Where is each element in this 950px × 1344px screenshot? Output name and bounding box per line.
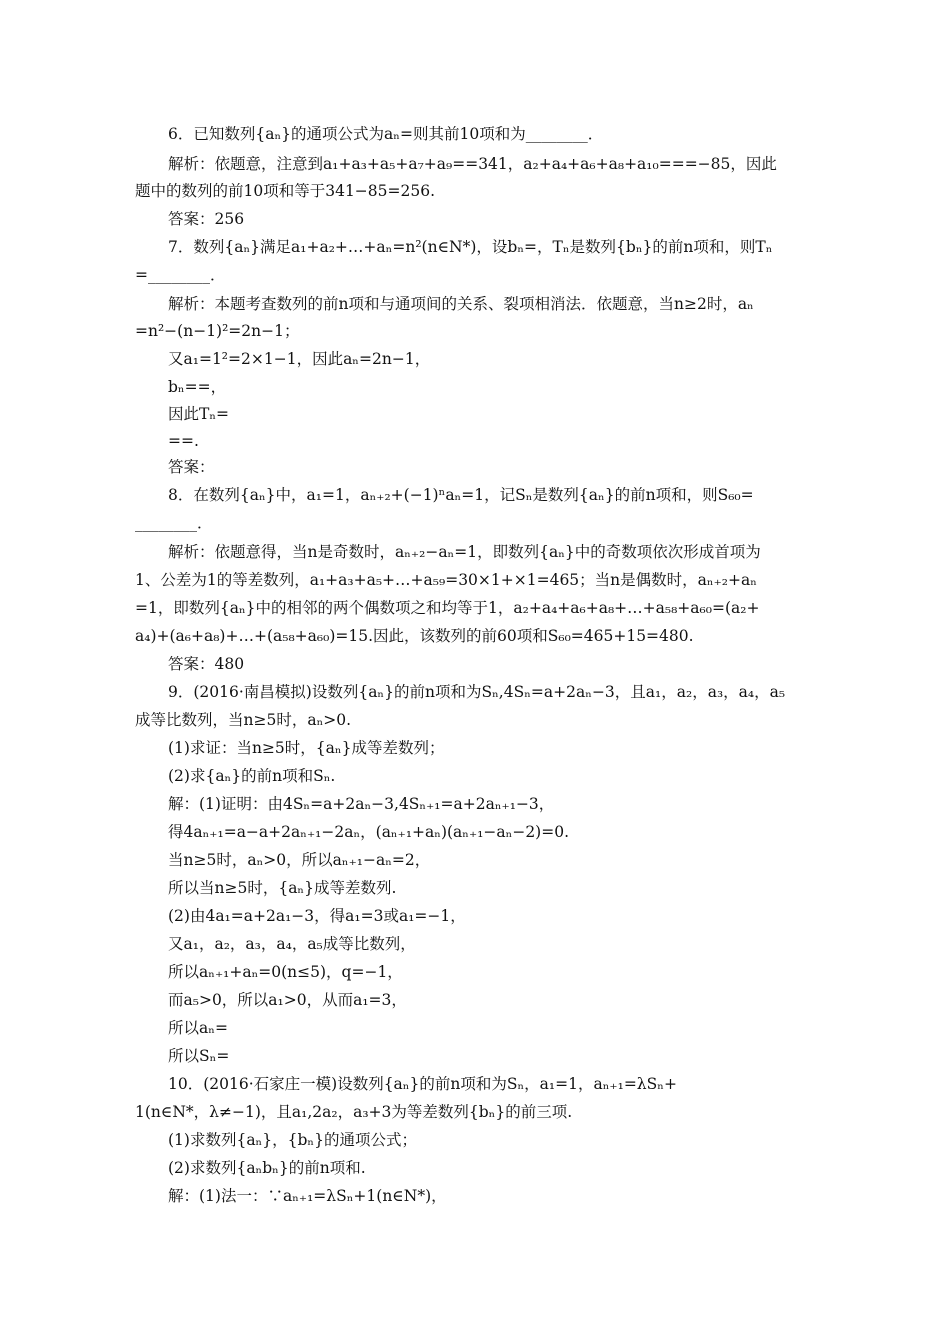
- problem-10-solution-line-1: 解：(1)法一：∵aₙ₊₁=λSₙ+1(n∈N*)，: [168, 1187, 447, 1205]
- problem-9-solution-line-6: 又a₁，a₂，a₃，a₄，a₅成等比数列，: [168, 935, 416, 953]
- problem-9-solution-line-1: 解：(1)证明：由4Sₙ=a+2aₙ−3,4Sₙ₊₁=a+2aₙ₊₁−3，: [168, 795, 555, 813]
- problem-8-answer: 答案：480: [168, 655, 245, 673]
- problem-9-question-line-2: 成等比数列，当n≥5时，aₙ>0.: [135, 711, 352, 729]
- problem-9-solution-line-9: 所以aₙ=: [168, 1019, 228, 1037]
- problem-9-solution-line-7: 所以aₙ₊₁+aₙ=0(n≤5)，q=−1，: [168, 963, 403, 981]
- problem-7-analysis-line-2: =n²−(n−1)²=2n−1；: [135, 322, 300, 340]
- problem-9-solution-line-8: 而a₅>0，所以a₁>0，从而a₁=3，: [168, 991, 407, 1009]
- problem-7-question-line-2: =________．: [135, 266, 226, 284]
- problem-8-analysis-line-4: a₄)+(a₆+a₈)+…+(a₅₈+a₆₀)=15.因此，该数列的前60项和S₆₀=465+15=480.: [135, 627, 694, 645]
- problem-9-solution-line-3: 当n≥5时，aₙ>0，所以aₙ₊₁−aₙ=2，: [168, 851, 431, 869]
- problem-8-analysis-line-2: 1、公差为1的等差数列，a₁+a₃+a₅+…+a₅₉=30×1+×1=465；当n是偶数时，aₙ₊₂+aₙ: [135, 571, 757, 589]
- problem-8-question-line-2: ________．: [135, 514, 213, 532]
- problem-9-solution-line-2: 得4aₙ₊₁=a−a+2aₙ₊₁−2aₙ，(aₙ₊₁+aₙ)(aₙ₊₁−aₙ−2)=0.: [168, 823, 570, 841]
- problem-7-analysis-line-4: bₙ==，: [168, 378, 227, 396]
- problem-7-analysis-line-5: 因此Tₙ=: [168, 405, 230, 423]
- problem-7-question-line-1: 7．数列{aₙ}满足a₁+a₂+…+aₙ=n²(n∈N*)，设bₙ=，Tₙ是数列{bₙ}的前n项和，则Tₙ: [168, 238, 773, 256]
- problem-7-analysis-line-3: 又a₁=1²=2×1−1，因此aₙ=2n−1，: [168, 350, 431, 368]
- problem-9-solution-line-10: 所以Sₙ=: [168, 1047, 230, 1065]
- problem-7-analysis-line-1: 解析：本题考查数列的前n项和与通项间的关系、裂项相消法．依题意，当n≥2时，aₙ: [168, 295, 754, 313]
- problem-9-solution-line-5: (2)由4a₁=a+2a₁−3，得a₁=3或a₁=−1，: [168, 907, 466, 925]
- problem-7-analysis-line-6: ==.: [168, 432, 199, 450]
- problem-10-question-line-1: 10．(2016·石家庄一模)设数列{aₙ}的前n项和为Sₙ，a₁=1，aₙ₊₁=λSₙ+: [168, 1075, 677, 1093]
- problem-10-part-2: (2)求数列{aₙbₙ}的前n项和.: [168, 1159, 366, 1177]
- problem-9-part-2: (2)求{aₙ}的前n项和Sₙ.: [168, 767, 336, 785]
- problem-6-analysis-line-1: 解析：依题意，注意到a₁+a₃+a₅+a₇+a₉==341，a₂+a₄+a₆+a₈+a₁₀===−85，因此: [168, 155, 777, 173]
- problem-6-answer: 答案：256: [168, 210, 245, 228]
- problem-7-answer: 答案：: [168, 458, 215, 476]
- problem-10-question-line-2: 1(n∈N*，λ≠−1)，且a₁,2a₂，a₃+3为等差数列{bₙ}的前三项.: [135, 1103, 573, 1121]
- problem-9-part-1: (1)求证：当n≥5时，{aₙ}成等差数列；: [168, 739, 445, 757]
- problem-8-question-line-1: 8．在数列{aₙ}中，a₁=1，aₙ₊₂+(−1)ⁿaₙ=1，记Sₙ是数列{aₙ}的前n项和，则S₆₀=: [168, 486, 754, 504]
- problem-6-analysis-line-2: 题中的数列的前10项和等于341−85=256.: [135, 182, 436, 200]
- problem-6-question: 6．已知数列{aₙ}的通项公式为aₙ=则其前10项和为________．: [168, 125, 604, 143]
- problem-8-analysis-line-3: =1，即数列{aₙ}中的相邻的两个偶数项之和均等于1，a₂+a₄+a₆+a₈+…+a₅₈+a₆₀=(a₂+: [135, 599, 760, 617]
- problem-8-analysis-line-1: 解析：依题意得，当n是奇数时，aₙ₊₂−aₙ=1，即数列{aₙ}中的奇数项依次形成首项为: [168, 543, 761, 561]
- problem-9-solution-line-4: 所以当n≥5时，{aₙ}成等差数列.: [168, 879, 397, 897]
- problem-10-part-1: (1)求数列{aₙ}，{bₙ}的通项公式；: [168, 1131, 417, 1149]
- problem-9-question-line-1: 9．(2016·南昌模拟)设数列{aₙ}的前n项和为Sₙ,4Sₙ=a+2aₙ−3，且a₁，a₂，a₃，a₄，a₅: [168, 683, 786, 701]
